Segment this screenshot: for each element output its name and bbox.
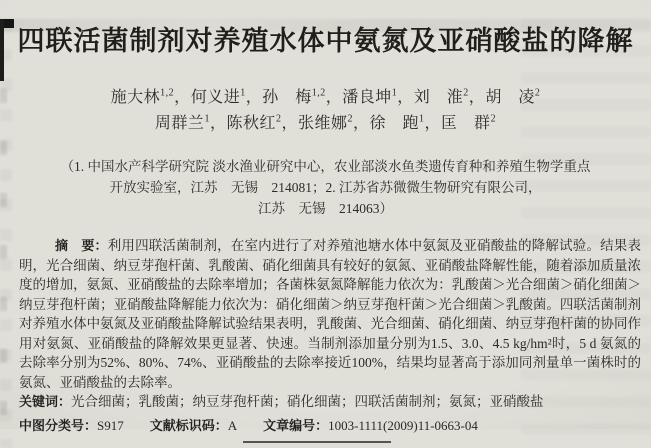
author-line-1 (0, 84, 651, 107)
keywords-text: 光合细菌；乳酸菌；纳豆芽孢杆菌；硝化细菌；四联活菌制剂；氨氮；亚硝酸盐 (71, 394, 544, 409)
scanned-journal-page (0, 19, 651, 448)
affiliation-block (0, 156, 651, 219)
document-code (150, 415, 237, 434)
footnote-rule (243, 441, 391, 443)
author-line-2 (0, 110, 651, 133)
article-number-value: 1003-1111(2009)11-0663-04 (328, 417, 478, 433)
author-name: 何义进$^1$， (190, 87, 263, 106)
abstract-paragraph (19, 236, 641, 392)
author-name: 潘良坤$^1$， (342, 87, 414, 106)
affiliation-line-2: 开放实验室，江苏 无锡 214081；2. 江苏省苏微微生物研究有限公司， (109, 180, 542, 195)
clc-number (19, 415, 124, 434)
meta-line (19, 415, 641, 434)
author-name: 刘 淮$^2$， (413, 87, 486, 106)
affiliation-line-3: 江苏 无锡 214063） (258, 201, 393, 216)
clc-label: 中图分类号： (19, 417, 98, 433)
author-name: 匡 群$^2$ (441, 113, 497, 132)
author-name: 徐 跑$^1$， (369, 113, 442, 132)
abstract-text: 利用四联活菌制剂，在室内进行了对养殖池塘水体中氨氮及亚硝酸盐的降解试验。结果表明，光合细菌、纳豆芽孢杆菌、乳酸菌、硝化细菌具有较好的氨氮、亚硝酸盐降解性能，随着添加质量浓度的增加，氨氮、亚硝酸盐的去除率增加；各菌株氨氮降解能力依次为：乳酸菌＞光合细菌＞硝化细菌＞纳豆芽孢杆菌；亚硝酸盐降解能力依次为：硝化细菌＞纳豆芽孢杆菌＞光合细菌＞乳酸菌。四联活菌制剂对养殖水体中氨氮及亚硝酸盐降解试验结果表明，乳酸菌、光合细菌、硝化细菌、纳豆芽孢杆菌的协同作用对氨氮、亚硝酸盐的降解效果更显著、快速。当制剂添加量分别为1.5、3.0、4.5 kg/hm²时，5 d 氨氮的去除率分别为52%、80%、74%、亚硝酸盐的去除率接近100%，结果均显著高于添加同剂量单一菌株时的氨氮、亚硝酸盐的去除率。 (19, 238, 641, 390)
document-code-label: 文献标识码： (149, 417, 228, 433)
author-name: 周群兰$^1$， (154, 113, 227, 132)
keywords-line (19, 392, 641, 412)
author-name: 施大林$^{1,2}$， (110, 87, 191, 106)
document-code-value: A (227, 417, 238, 433)
author-name: 张维娜$^2$， (297, 113, 370, 132)
paper-page (0, 19, 651, 448)
article-number (263, 415, 478, 434)
author-name: 胡 凌$^2$ (485, 87, 541, 106)
author-name: 陈秋红$^2$， (226, 113, 298, 132)
article-number-label: 文章编号： (263, 417, 329, 433)
affiliation-line-1: （1. 中国水产科学研究院 淡水渔业研究中心，农业部淡水鱼类遗传育种和养殖生物学重点 (60, 159, 591, 174)
keywords-label: 关键词： (19, 394, 72, 409)
paper-title: 四联活菌制剂对养殖水体中氨氮及亚硝酸盐的降解 (17, 26, 634, 56)
author-name: 孙 梅$^{1,2}$， (262, 87, 343, 106)
abstract-label: 摘 要： (55, 238, 108, 253)
clc-value: S917 (97, 417, 124, 433)
